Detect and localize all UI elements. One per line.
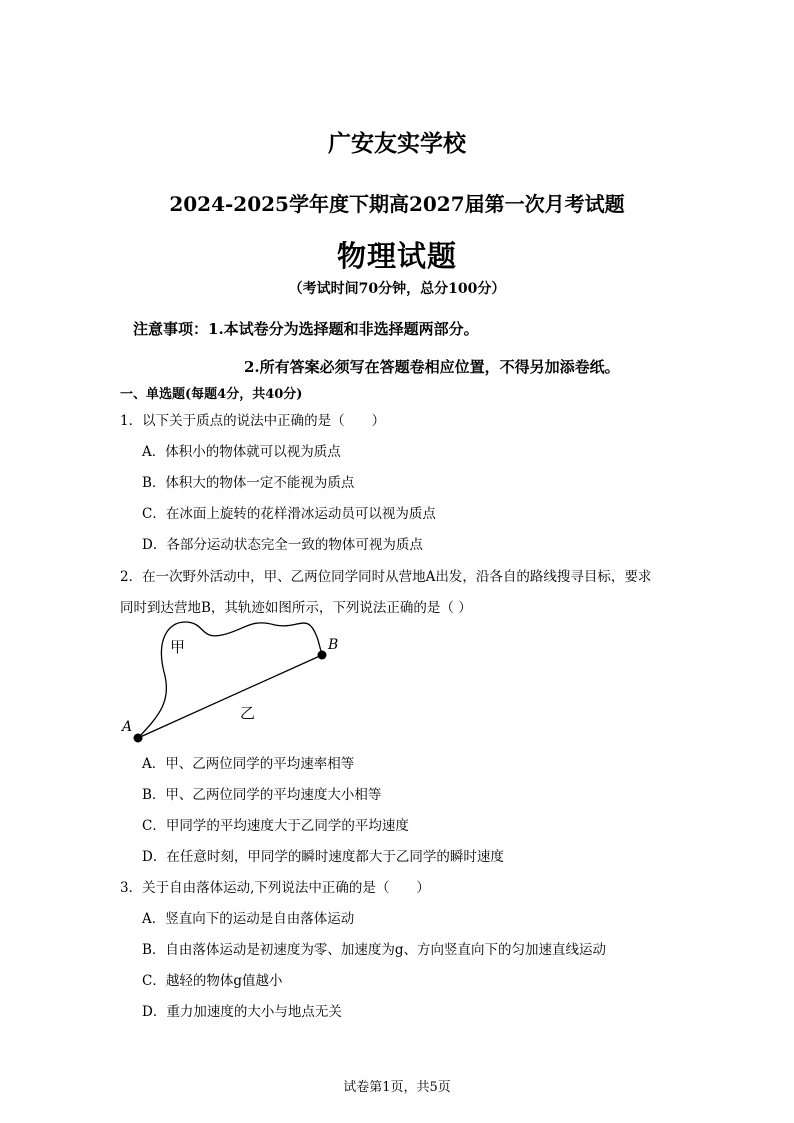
point-a-marker [134, 734, 143, 743]
section-title: 一、单选题(每题4分，共40分) [120, 387, 303, 402]
path-jia [138, 622, 322, 738]
question-2-option-b: B．甲、乙两位同学的平均速度大小相等 [142, 787, 382, 803]
question-3-option-a: A．竖直向下的运动是自由落体运动 [142, 911, 355, 927]
school-name: 广安友实学校 [328, 130, 466, 157]
question-1-option-d: D．各部分运动状态完全一致的物体可视为质点 [142, 537, 423, 553]
question-2-option-d: D．在任意时刻，甲同学的瞬时速度都大于乙同学的瞬时速度 [142, 849, 504, 865]
question-3-option-d: D．重力加速度的大小与地点无关 [142, 1004, 342, 1020]
question-1-option-c: C．在冰面上旋转的花样滑冰运动员可以视为质点 [142, 506, 436, 522]
question-2-stem-line-1: 2．在一次野外活动中，甲、乙两位同学同时从营地A出发，沿各自的路线搜寻目标，要求 [120, 569, 652, 585]
question-1-option-b: B．体积大的物体一定不能视为质点 [142, 475, 355, 491]
question-1-stem: 1．以下关于质点的说法中正确的是（ ） [120, 413, 386, 429]
notice-line-2: 2.所有答案必须写在答题卷相应位置，不得另加添卷纸。 [244, 358, 620, 376]
point-b-label: B [328, 637, 339, 653]
point-a-label: A [122, 719, 133, 735]
page-footer: 试卷第1页，共5页 [343, 1080, 451, 1095]
exam-title: 2024-2025学年度下期高2027届第一次月考试题 [169, 192, 625, 216]
time-info: （考试时间70分钟，总分100分） [288, 281, 506, 297]
subject-title: 物理试题 [336, 239, 457, 273]
question-2-option-c: C．甲同学的平均速度大于乙同学的平均速度 [142, 818, 409, 834]
question-3-option-c: C．越轻的物体g值越小 [142, 973, 283, 989]
question-2-stem-line-2: 同时到达营地B，其轨迹如图所示，下列说法正确的是（ ） [120, 600, 472, 616]
question-3-option-b: B．自由落体运动是初速度为零、加速度为g、方向竖直向下的匀加速直线运动 [142, 942, 607, 958]
notice-line-1: 注意事项：1.本试卷分为选择题和非选择题两部分。 [133, 320, 479, 338]
path-jia-label: 甲 [170, 638, 186, 656]
question-2-option-a: A．甲、乙两位同学的平均速率相等 [142, 756, 355, 772]
question-1-option-a: A．体积小的物体就可以视为质点 [142, 444, 341, 460]
path-yi-label: 乙 [240, 704, 256, 722]
point-b-marker [318, 651, 327, 660]
question-3-stem: 3．关于自由落体运动,下列说法中正确的是（ ） [120, 880, 430, 896]
